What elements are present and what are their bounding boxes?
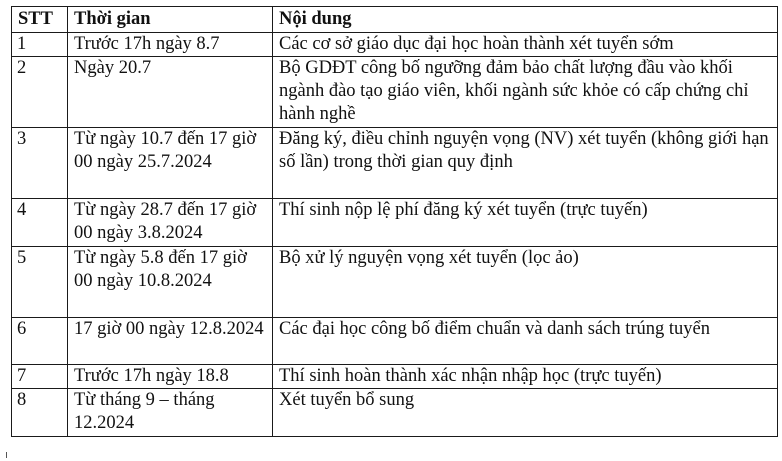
- row-stt: 5: [12, 247, 68, 318]
- table-row: [12, 318, 778, 365]
- edge-mark: [6, 452, 7, 458]
- row-time: Trước 17h ngày 18.8: [68, 365, 273, 389]
- row-content: Bộ GDĐT công bố ngưỡng đảm bảo chất lượng đầu vào khối ngành đào tạo giáo viên, khối ngành sức khỏe có cấp chứng chỉ hành nghề: [273, 57, 778, 128]
- row-content: Đăng ký, điều chỉnh nguyện vọng (NV) xét tuyển (không giới hạn số lần) trong thời gian quy định: [273, 128, 778, 199]
- row-content: Thí sinh hoàn thành xác nhận nhập học (trực tuyến): [273, 365, 778, 389]
- row-content: Thí sinh nộp lệ phí đăng ký xét tuyển (trực tuyến): [273, 199, 778, 247]
- row-time: 17 giờ 00 ngày 12.8.2024: [68, 318, 273, 365]
- row-time: Từ tháng 9 – tháng 12.2024: [68, 389, 273, 437]
- header-stt: STT: [12, 7, 68, 33]
- row-stt: 2: [12, 57, 68, 128]
- row-content: Các cơ sở giáo dục đại học hoàn thành xét tuyển sớm: [273, 33, 778, 57]
- row-stt: 1: [12, 33, 68, 57]
- row-time: Từ ngày 10.7 đến 17 giờ 00 ngày 25.7.2024: [68, 128, 273, 199]
- row-time: Từ ngày 28.7 đến 17 giờ 00 ngày 3.8.2024: [68, 199, 273, 247]
- row-content: Bộ xử lý nguyện vọng xét tuyển (lọc ảo): [273, 247, 778, 318]
- header-time: Thời gian: [68, 7, 273, 33]
- admission-schedule-table: [11, 6, 778, 437]
- header-row: [12, 7, 778, 33]
- table-row: [12, 33, 778, 57]
- row-content: Các đại học công bố điểm chuẩn và danh sách trúng tuyển: [273, 318, 778, 365]
- table-row: [12, 199, 778, 247]
- table-row: [12, 365, 778, 389]
- row-time: Trước 17h ngày 8.7: [68, 33, 273, 57]
- row-stt: 7: [12, 365, 68, 389]
- row-stt: 8: [12, 389, 68, 437]
- table-row: [12, 247, 778, 318]
- table-row: [12, 128, 778, 199]
- header-content: Nội dung: [273, 7, 778, 33]
- row-stt: 6: [12, 318, 68, 365]
- row-stt: 3: [12, 128, 68, 199]
- row-time: Ngày 20.7: [68, 57, 273, 128]
- row-time: Từ ngày 5.8 đến 17 giờ 00 ngày 10.8.2024: [68, 247, 273, 318]
- row-content: Xét tuyển bổ sung: [273, 389, 778, 437]
- row-stt: 4: [12, 199, 68, 247]
- table-row: [12, 57, 778, 128]
- table-row: [12, 389, 778, 437]
